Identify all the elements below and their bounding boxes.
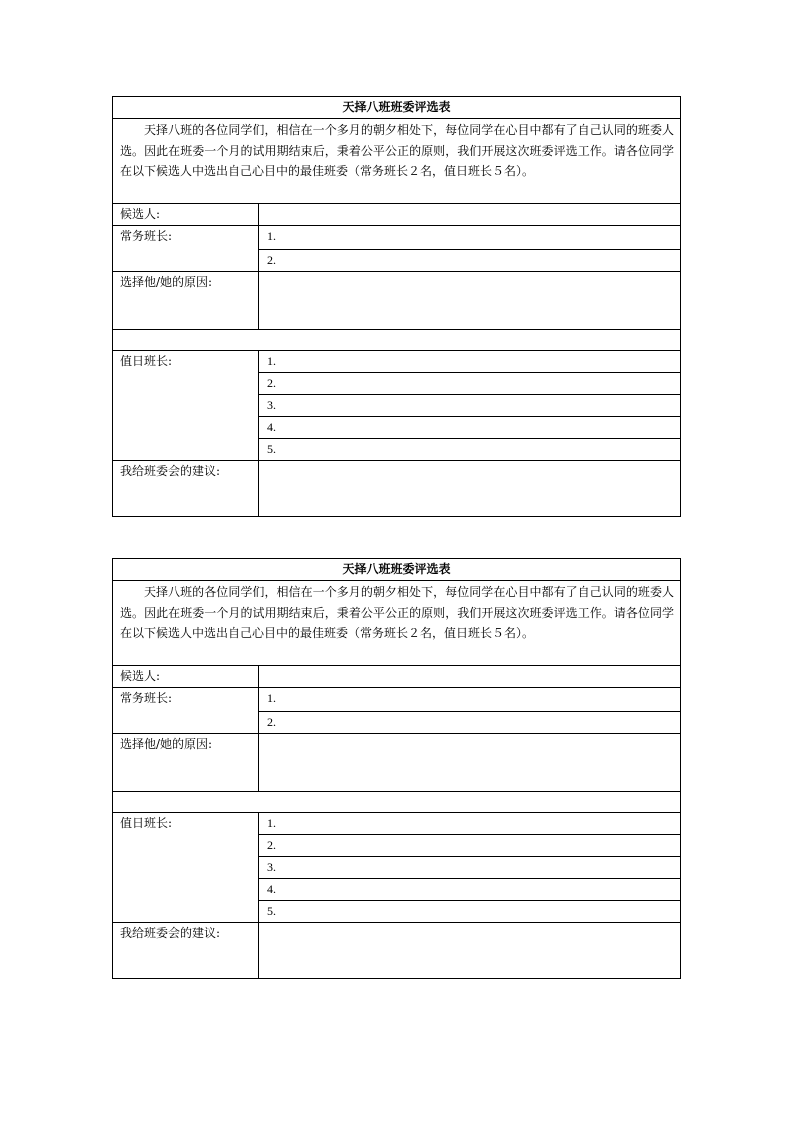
candidate-field[interactable]	[259, 204, 681, 226]
reason-field[interactable]	[259, 734, 681, 792]
duty-monitor-field-2[interactable]: 2.	[259, 835, 681, 857]
suggestion-field[interactable]	[259, 923, 681, 979]
duty-monitor-label: 值日班长:	[113, 351, 259, 461]
standing-monitor-label: 常务班长:	[113, 226, 259, 272]
election-form-2	[112, 558, 681, 979]
suggestion-label: 我给班委会的建议:	[113, 461, 259, 517]
standing-monitor-field-1[interactable]: 1.	[259, 226, 681, 250]
standing-monitor-field-2[interactable]: 2.	[259, 712, 681, 734]
spacer-row	[113, 792, 681, 813]
election-form-1	[112, 96, 681, 517]
form-intro: 天择八班的各位同学们，相信在一个多月的朝夕相处下，每位同学在心目中都有了自己认同的班委人选。因此在班委一个月的试用期结束后，秉着公平公正的原则，我们开展这次班委评选工作。请各位同学在以下候选人中选出自己心目中的最佳班委（常务班长２名，值日班长５名）。	[113, 119, 681, 204]
duty-monitor-field-5[interactable]: 5.	[259, 439, 681, 461]
reason-label: 选择他/她的原因:	[113, 734, 259, 792]
reason-field[interactable]	[259, 272, 681, 330]
form-title: 天择八班班委评选表	[113, 559, 681, 581]
duty-monitor-field-3[interactable]: 3.	[259, 395, 681, 417]
duty-monitor-field-4[interactable]: 4.	[259, 417, 681, 439]
suggestion-label: 我给班委会的建议:	[113, 923, 259, 979]
duty-monitor-field-2[interactable]: 2.	[259, 373, 681, 395]
duty-monitor-label: 值日班长:	[113, 813, 259, 923]
suggestion-field[interactable]	[259, 461, 681, 517]
spacer-row	[113, 330, 681, 351]
candidate-field[interactable]	[259, 666, 681, 688]
standing-monitor-field-1[interactable]: 1.	[259, 688, 681, 712]
standing-monitor-field-2[interactable]: 2.	[259, 250, 681, 272]
candidate-label: 候选人:	[113, 666, 259, 688]
duty-monitor-field-1[interactable]: 1.	[259, 351, 681, 373]
form-intro: 天择八班的各位同学们，相信在一个多月的朝夕相处下，每位同学在心目中都有了自己认同的班委人选。因此在班委一个月的试用期结束后，秉着公平公正的原则，我们开展这次班委评选工作。请各位同学在以下候选人中选出自己心目中的最佳班委（常务班长２名，值日班长５名）。	[113, 581, 681, 666]
standing-monitor-label: 常务班长:	[113, 688, 259, 734]
duty-monitor-field-4[interactable]: 4.	[259, 879, 681, 901]
duty-monitor-field-1[interactable]: 1.	[259, 813, 681, 835]
form-title: 天择八班班委评选表	[113, 97, 681, 119]
duty-monitor-field-5[interactable]: 5.	[259, 901, 681, 923]
candidate-label: 候选人:	[113, 204, 259, 226]
reason-label: 选择他/她的原因:	[113, 272, 259, 330]
duty-monitor-field-3[interactable]: 3.	[259, 857, 681, 879]
